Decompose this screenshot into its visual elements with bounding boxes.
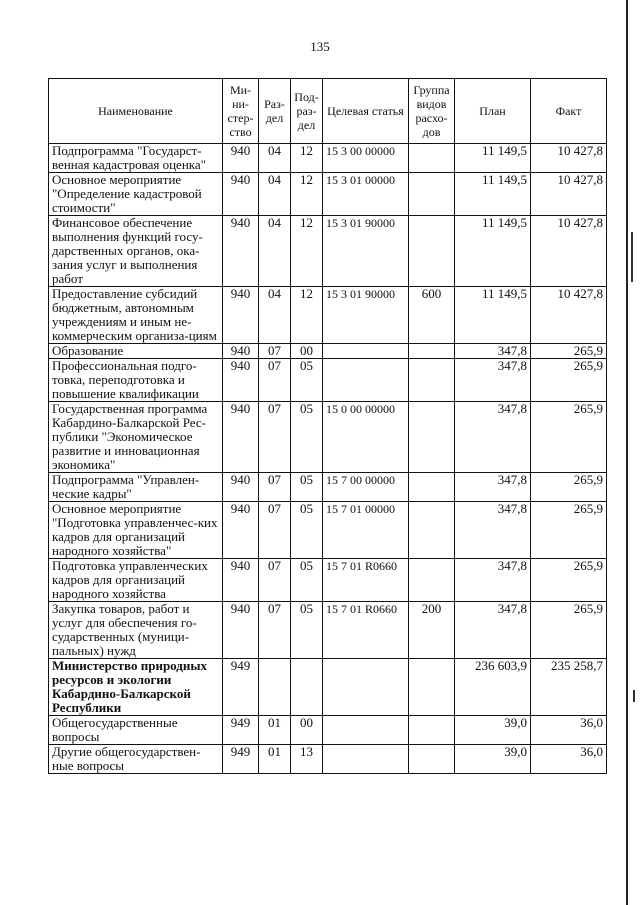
cell-plan: 11 149,5 <box>455 287 531 344</box>
cell-target: 15 7 01 R0660 <box>323 559 409 602</box>
cell-section <box>259 659 291 716</box>
table-row <box>49 216 607 287</box>
cell-plan: 347,8 <box>455 359 531 402</box>
cell-name: Образование <box>49 344 223 359</box>
cell-fact: 265,9 <box>531 402 607 473</box>
cell-target: 15 3 01 00000 <box>323 173 409 216</box>
cell-subsection: 12 <box>291 216 323 287</box>
cell-ministry: 940 <box>223 344 259 359</box>
table-row <box>49 402 607 473</box>
header-name: Наименование <box>49 79 223 144</box>
cell-name: Закупка товаров, работ и услуг для обеспечения го-сударственных (муници-пальных) нужд <box>49 602 223 659</box>
cell-target: 15 7 01 R0660 <box>323 602 409 659</box>
header-fact: Факт <box>531 79 607 144</box>
table-row <box>49 359 607 402</box>
cell-ministry: 940 <box>223 216 259 287</box>
cell-section: 07 <box>259 344 291 359</box>
cell-target: 15 3 00 00000 <box>323 144 409 173</box>
cell-plan: 347,8 <box>455 502 531 559</box>
cell-plan: 236 603,9 <box>455 659 531 716</box>
table-row <box>49 502 607 559</box>
cell-ministry: 940 <box>223 559 259 602</box>
cell-name: Подготовка управленческих кадров для организаций народного хозяйства <box>49 559 223 602</box>
cell-fact: 10 427,8 <box>531 173 607 216</box>
cell-target: 15 3 01 90000 <box>323 287 409 344</box>
table-row <box>49 659 607 716</box>
header-target: Целевая статья <box>323 79 409 144</box>
cell-section: 07 <box>259 473 291 502</box>
cell-plan: 11 149,5 <box>455 216 531 287</box>
cell-fact: 265,9 <box>531 473 607 502</box>
cell-expense-group: 600 <box>409 287 455 344</box>
cell-name: Другие общегосударствен-ные вопросы <box>49 745 223 774</box>
cell-expense-group <box>409 716 455 745</box>
cell-target: 15 0 00 00000 <box>323 402 409 473</box>
cell-target <box>323 745 409 774</box>
cell-plan: 11 149,5 <box>455 144 531 173</box>
table-row <box>49 745 607 774</box>
cell-expense-group <box>409 745 455 774</box>
cell-target: 15 3 01 90000 <box>323 216 409 287</box>
cell-fact: 265,9 <box>531 559 607 602</box>
cell-subsection: 05 <box>291 559 323 602</box>
cell-fact: 10 427,8 <box>531 144 607 173</box>
cell-subsection: 12 <box>291 287 323 344</box>
cell-name: Государственная программа Кабардино-Балкарской Рес-публики "Экономическое развитие и инновационная экономика" <box>49 402 223 473</box>
cell-subsection: 05 <box>291 402 323 473</box>
cell-plan: 347,8 <box>455 602 531 659</box>
cell-name: Подпрограмма "Государст-венная кадастровая оценка" <box>49 144 223 173</box>
cell-target: 15 7 01 00000 <box>323 502 409 559</box>
header-ministry: Ми-ни-стер-ство <box>223 79 259 144</box>
cell-expense-group <box>409 144 455 173</box>
cell-section: 01 <box>259 745 291 774</box>
cell-expense-group <box>409 502 455 559</box>
cell-plan: 347,8 <box>455 559 531 602</box>
cell-subsection: 12 <box>291 144 323 173</box>
cell-section: 04 <box>259 216 291 287</box>
cell-target <box>323 359 409 402</box>
cell-ministry: 940 <box>223 144 259 173</box>
cell-expense-group <box>409 344 455 359</box>
table-row <box>49 559 607 602</box>
cell-expense-group <box>409 359 455 402</box>
scan-edge-mark <box>631 232 633 282</box>
cell-section: 01 <box>259 716 291 745</box>
cell-subsection: 05 <box>291 359 323 402</box>
table-row <box>49 344 607 359</box>
cell-ministry: 940 <box>223 473 259 502</box>
cell-expense-group <box>409 659 455 716</box>
cell-ministry: 940 <box>223 173 259 216</box>
cell-subsection: 12 <box>291 173 323 216</box>
table-header-row <box>49 79 607 144</box>
cell-target: 15 7 00 00000 <box>323 473 409 502</box>
table-body <box>49 144 607 774</box>
cell-expense-group <box>409 173 455 216</box>
cell-name: Министерство природных ресурсов и экологии Кабардино-Балкарской Республики <box>49 659 223 716</box>
cell-ministry: 940 <box>223 602 259 659</box>
cell-plan: 39,0 <box>455 745 531 774</box>
cell-ministry: 940 <box>223 359 259 402</box>
table-row <box>49 716 607 745</box>
cell-ministry: 949 <box>223 745 259 774</box>
cell-fact: 10 427,8 <box>531 216 607 287</box>
scan-edge-mark <box>633 690 635 702</box>
cell-plan: 39,0 <box>455 716 531 745</box>
cell-plan: 347,8 <box>455 344 531 359</box>
cell-expense-group <box>409 216 455 287</box>
cell-section: 04 <box>259 173 291 216</box>
table-row <box>49 287 607 344</box>
cell-name: Финансовое обеспечение выполнения функций госу-дарственных органов, ока-зания услуг и выполнения работ <box>49 216 223 287</box>
header-expense-group: Группа видов расхо-дов <box>409 79 455 144</box>
cell-subsection <box>291 659 323 716</box>
cell-section: 07 <box>259 559 291 602</box>
cell-plan: 347,8 <box>455 402 531 473</box>
cell-name: Профессиональная подго-товка, переподготовка и повышение квалификации <box>49 359 223 402</box>
cell-expense-group <box>409 473 455 502</box>
cell-ministry: 940 <box>223 502 259 559</box>
cell-subsection: 05 <box>291 502 323 559</box>
budget-table <box>48 78 607 774</box>
cell-target <box>323 716 409 745</box>
cell-section: 04 <box>259 287 291 344</box>
page-number: 135 <box>310 39 330 54</box>
cell-name: Общегосударственные вопросы <box>49 716 223 745</box>
header-plan: План <box>455 79 531 144</box>
cell-name: Основное мероприятие "Подготовка управленчес-ких кадров для организаций народного хозяйства" <box>49 502 223 559</box>
cell-section: 07 <box>259 402 291 473</box>
cell-name: Предоставление субсидий бюджетным, автономным учреждениям и иным не-коммерческим организа-циям <box>49 287 223 344</box>
cell-name: Основное мероприятие "Определение кадастровой стоимости" <box>49 173 223 216</box>
cell-subsection: 13 <box>291 745 323 774</box>
cell-expense-group: 200 <box>409 602 455 659</box>
cell-fact: 36,0 <box>531 716 607 745</box>
header-subsection: Под-раз-дел <box>291 79 323 144</box>
cell-ministry: 949 <box>223 659 259 716</box>
cell-fact: 265,9 <box>531 602 607 659</box>
cell-subsection: 00 <box>291 344 323 359</box>
table-row <box>49 173 607 216</box>
cell-plan: 11 149,5 <box>455 173 531 216</box>
cell-section: 07 <box>259 602 291 659</box>
table-row <box>49 144 607 173</box>
header-section: Раз-дел <box>259 79 291 144</box>
cell-plan: 347,8 <box>455 473 531 502</box>
cell-section: 04 <box>259 144 291 173</box>
cell-name: Подпрограмма "Управлен-ческие кадры" <box>49 473 223 502</box>
table-row <box>49 602 607 659</box>
cell-subsection: 05 <box>291 473 323 502</box>
cell-fact: 265,9 <box>531 344 607 359</box>
cell-section: 07 <box>259 359 291 402</box>
table-row <box>49 473 607 502</box>
cell-fact: 36,0 <box>531 745 607 774</box>
scan-edge-line <box>626 0 628 905</box>
cell-fact: 10 427,8 <box>531 287 607 344</box>
cell-subsection: 05 <box>291 602 323 659</box>
cell-ministry: 940 <box>223 287 259 344</box>
cell-section: 07 <box>259 502 291 559</box>
cell-expense-group <box>409 402 455 473</box>
cell-target <box>323 344 409 359</box>
cell-target <box>323 659 409 716</box>
cell-fact: 265,9 <box>531 502 607 559</box>
cell-fact: 235 258,7 <box>531 659 607 716</box>
cell-subsection: 00 <box>291 716 323 745</box>
cell-ministry: 949 <box>223 716 259 745</box>
cell-ministry: 940 <box>223 402 259 473</box>
cell-expense-group <box>409 559 455 602</box>
cell-fact: 265,9 <box>531 359 607 402</box>
